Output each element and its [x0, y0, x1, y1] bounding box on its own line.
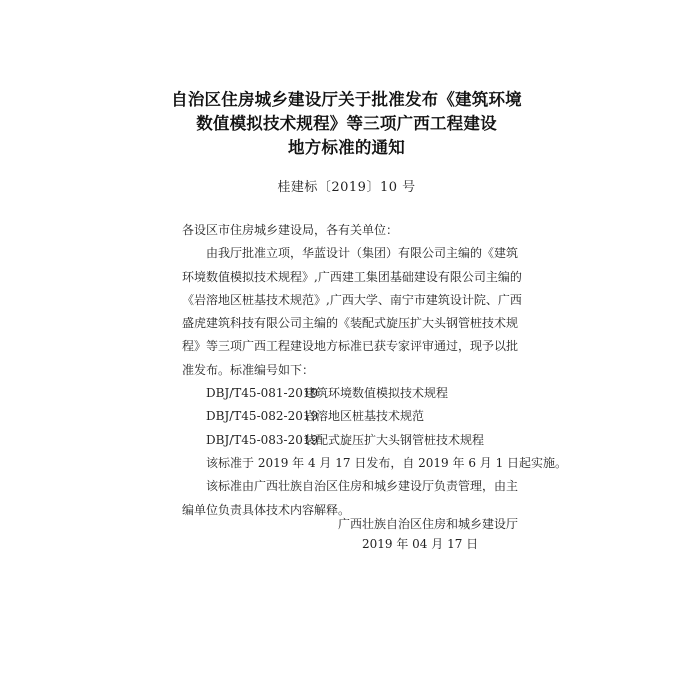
signature-block — [338, 514, 528, 554]
paragraph-line: 准发布。标准编号如下： — [182, 362, 315, 377]
standard-name: 装配式旋压扩大头钢管桩技术规程 — [304, 432, 485, 447]
document-title — [150, 88, 543, 160]
effective-date-line: 该标准于 2019 年 4 月 17 日发布，自 2019 年 6 月 1 日起实施。 — [206, 455, 568, 470]
paragraph-line: 环境数值模拟技术规程》,广西建工集团基础建设有限公司主编的 — [182, 269, 522, 284]
title-line: 地方标准的通知 — [288, 138, 405, 157]
paragraph-line: 由我厅批准立项，华蓝设计（集团）有限公司主编的《建筑 — [206, 246, 519, 261]
standard-code: DBJ/T45-083-2019 — [206, 432, 319, 447]
paragraph-line: 程》等三项广西工程建设地方标准已获专家评审通过，现予以批 — [182, 339, 519, 354]
document-body — [182, 219, 568, 522]
paragraph-line: 该标准由广西壮族自治区住房和城乡建设厅负责管理，由主 — [206, 479, 519, 494]
paragraph-line: 《岩溶地区桩基技术规范》,广西大学、南宁市建筑设计院、广西 — [182, 292, 522, 307]
paragraph-line: 编单位负责具体技术内容解释。 — [182, 502, 351, 517]
standard-code: DBJ/T45-082-2019 — [206, 409, 319, 424]
document-number: 桂建标〔2019〕10 号 — [277, 180, 416, 195]
title-line: 数值模拟技术规程》等三项广西工程建设 — [196, 114, 497, 133]
issuing-organization: 广西壮族自治区住房和城乡建设厅 — [338, 517, 519, 531]
issue-date: 2019 年 04 月 17 日 — [362, 537, 479, 551]
salutation: 各设区市住房城乡建设局，各有关单位： — [182, 223, 399, 237]
standard-entry — [182, 405, 512, 428]
standard-name: 岩溶地区桩基技术规范 — [304, 409, 425, 424]
standard-code: DBJ/T45-081-2019 — [206, 386, 319, 401]
title-line: 自治区住房城乡建设厅关于批准发布《建筑环境 — [171, 90, 522, 109]
standard-entry — [182, 382, 512, 405]
paragraph-line: 盛虎建筑科技有限公司主编的《装配式旋压扩大头钢管桩技术规 — [182, 316, 519, 331]
standard-entry — [182, 429, 512, 452]
standard-name: 建筑环境数值模拟技术规程 — [304, 386, 449, 401]
